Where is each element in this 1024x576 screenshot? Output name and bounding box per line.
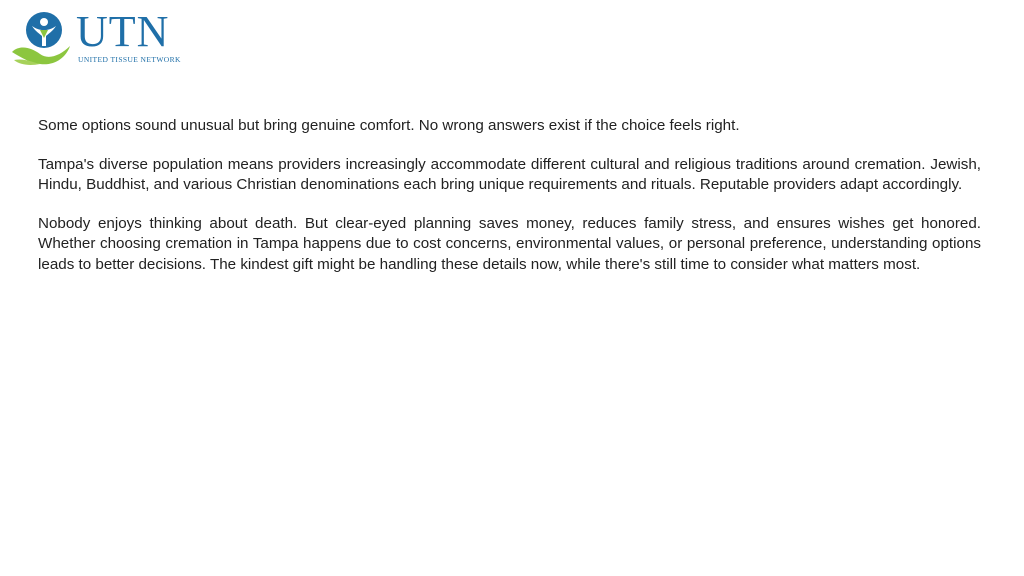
article-body [38,116,981,293]
paragraph-3: Nobody enjoys thinking about death. But clear-eyed planning saves money, reduces family stress, and ensures wishes get honored. Whether choosing cremation in Tampa happens due to cost concerns, environmental values, or personal preference, understanding options leads to better decisions. The kindest gift might be handling these details now, while there's still time to consider what matters most. [38,214,981,273]
utn-logo [10,8,190,68]
utn-logo-mark-icon [10,8,74,68]
paragraph-2: Tampa's diverse population means providers increasingly accommodate different cultural and religious traditions around cremation. Jewish, Hindu, Buddhist, and various Christian denominations each bring unique requirements and rituals. Reputable providers adapt accordingly. [38,155,981,193]
logo-wordmark: UTN [76,7,170,56]
paragraph-1: Some options sound unusual but bring genuine comfort. No wrong answers exist if the choice feels right. [38,117,740,134]
logo-tagline: UNITED TISSUE NETWORK [78,55,181,64]
